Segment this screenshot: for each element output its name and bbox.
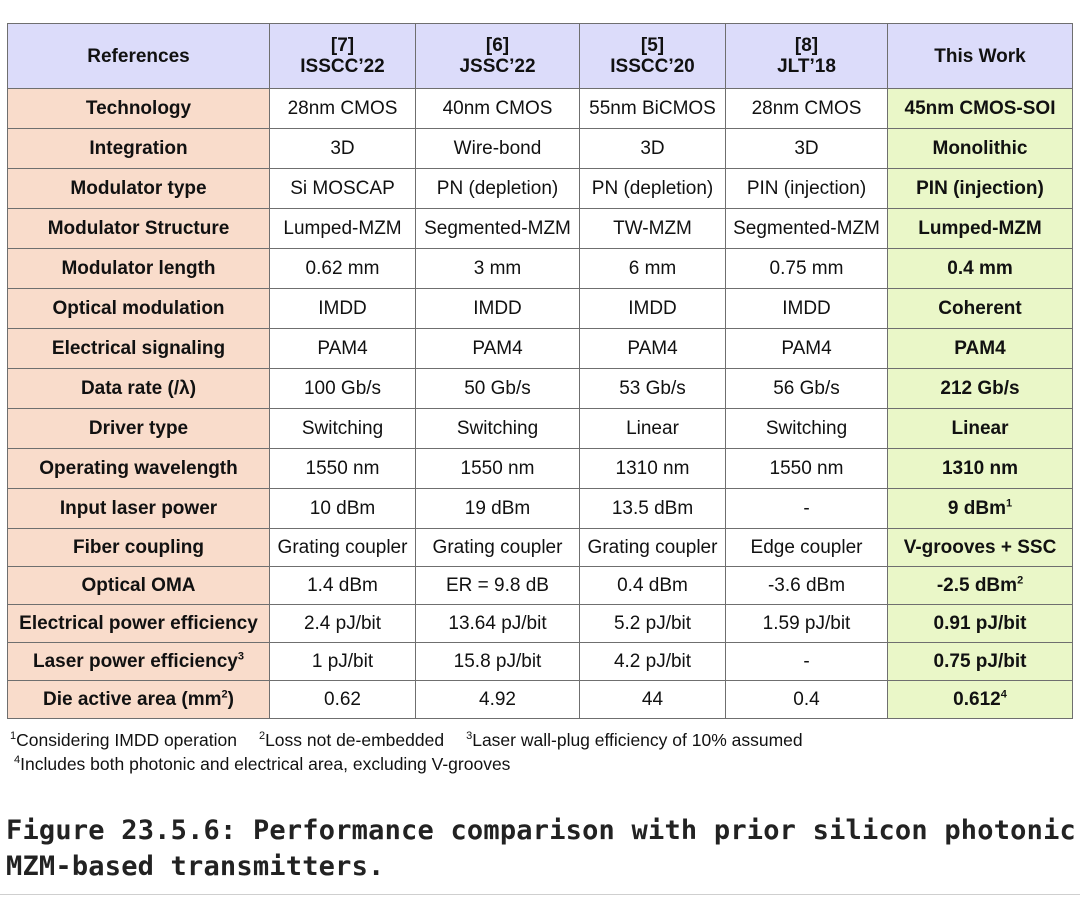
table-cell: 44 — [580, 681, 726, 719]
row-label-text: Operating wavelength — [39, 458, 238, 479]
table-cell: 2.4 pJ/bit — [270, 605, 416, 643]
row-label — [8, 489, 270, 529]
table-cell: 0.75 mm — [726, 249, 888, 289]
table-cell: 1.59 pJ/bit — [726, 605, 888, 643]
table-cell: 15.8 pJ/bit — [416, 643, 580, 681]
row-label-suffix: ) — [227, 689, 234, 710]
table-cell: Segmented-MZM — [416, 209, 580, 249]
table-cell: 53 Gb/s — [580, 369, 726, 409]
table-cell: 3D — [270, 129, 416, 169]
table-cell: Si MOSCAP — [270, 169, 416, 209]
row-label-sup: 2 — [221, 688, 228, 701]
row-label — [8, 129, 270, 169]
footnote-text: Considering IMDD operation — [16, 730, 237, 750]
table-cell: PAM4 — [580, 329, 726, 369]
this-work-cell — [888, 329, 1073, 369]
table-cell: ER = 9.8 dB — [416, 567, 580, 605]
this-work-cell — [888, 289, 1073, 329]
table-cell: 55nm BiCMOS — [580, 89, 726, 129]
table-cell: 1550 nm — [270, 449, 416, 489]
table-cell: Grating coupler — [270, 529, 416, 567]
this-work-cell — [888, 567, 1073, 605]
row-label — [8, 643, 270, 681]
table-row — [8, 169, 1073, 209]
table-cell: Edge coupler — [726, 529, 888, 567]
row-label — [8, 249, 270, 289]
row-label — [8, 329, 270, 369]
table-cell: PN (depletion) — [416, 169, 580, 209]
table-cell: 13.64 pJ/bit — [416, 605, 580, 643]
table-cell: 28nm CMOS — [726, 89, 888, 129]
this-work-cell — [888, 643, 1073, 681]
table-row — [8, 489, 1073, 529]
header-ref: [7] — [330, 35, 355, 56]
row-label — [8, 369, 270, 409]
this-work-value: 212 Gb/s — [940, 378, 1020, 399]
comparison-table — [7, 23, 1073, 719]
this-work-cell — [888, 489, 1073, 529]
table-cell: 1550 nm — [726, 449, 888, 489]
row-label-text: Integration — [89, 138, 188, 159]
this-work-cell — [888, 89, 1073, 129]
this-work-value: 9 dBm — [947, 498, 1006, 519]
table-cell: 1550 nm — [416, 449, 580, 489]
table-row — [8, 605, 1073, 643]
footnote-text: Loss not de-embedded — [265, 730, 445, 750]
table-cell: 3 mm — [416, 249, 580, 289]
table-cell: 28nm CMOS — [270, 89, 416, 129]
this-work-value: 1310 nm — [941, 458, 1019, 479]
header-ref-8 — [726, 24, 888, 89]
table-row — [8, 249, 1073, 289]
this-work-value: 0.4 mm — [947, 258, 1013, 279]
table-cell: Lumped-MZM — [270, 209, 416, 249]
this-work-cell — [888, 209, 1073, 249]
row-label-text: Technology — [85, 98, 192, 119]
header-references — [8, 24, 270, 89]
this-work-cell — [888, 249, 1073, 289]
table-cell: PAM4 — [270, 329, 416, 369]
figure-caption: Figure 23.5.6: Performance comparison with prior silicon photonic MZM-based transmitters. — [6, 815, 1076, 882]
this-work-value: -2.5 dBm — [936, 575, 1018, 596]
header-ref-7 — [270, 24, 416, 89]
table-cell: - — [726, 489, 888, 529]
table-cell: PAM4 — [416, 329, 580, 369]
this-work-value: 0.612 — [953, 689, 1001, 710]
table-cell: PN (depletion) — [580, 169, 726, 209]
table-body — [8, 89, 1073, 719]
row-label-text: Input laser power — [59, 498, 218, 519]
header-venue: JSSC’22 — [459, 56, 536, 77]
table-cell: Linear — [580, 409, 726, 449]
table-cell: Switching — [416, 409, 580, 449]
table-cell: 4.2 pJ/bit — [580, 643, 726, 681]
header-ref: [8] — [794, 35, 819, 56]
table-cell: 10 dBm — [270, 489, 416, 529]
this-work-sup: 1 — [1005, 497, 1013, 510]
row-label-text: Modulator type — [70, 178, 207, 199]
table-cell: Grating coupler — [416, 529, 580, 567]
this-work-cell — [888, 529, 1073, 567]
this-work-cell — [888, 169, 1073, 209]
row-label — [8, 289, 270, 329]
header-this-work — [888, 24, 1073, 89]
table-cell: Segmented-MZM — [726, 209, 888, 249]
this-work-value: V-grooves + SSC — [903, 537, 1057, 558]
table-cell: 19 dBm — [416, 489, 580, 529]
row-label — [8, 209, 270, 249]
table-cell: 0.62 — [270, 681, 416, 719]
table-row — [8, 289, 1073, 329]
row-label — [8, 567, 270, 605]
footnote-text: Includes both photonic and electrical area, excluding V-grooves — [20, 754, 511, 774]
header-venue: ISSCC’22 — [300, 56, 385, 77]
table-row — [8, 409, 1073, 449]
this-work-cell — [888, 449, 1073, 489]
table-row — [8, 449, 1073, 489]
header-label: This Work — [934, 45, 1026, 67]
header-venue: JLT’18 — [777, 56, 836, 77]
this-work-value: 0.91 pJ/bit — [933, 613, 1027, 634]
row-label-sup: 3 — [237, 650, 244, 663]
table-cell: 0.62 mm — [270, 249, 416, 289]
this-work-value: PIN (injection) — [916, 178, 1044, 199]
footnote-line-1 — [10, 728, 803, 752]
row-label — [8, 89, 270, 129]
this-work-cell — [888, 369, 1073, 409]
table-cell: IMDD — [270, 289, 416, 329]
header-ref: [5] — [640, 35, 665, 56]
footnote-line-2 — [10, 752, 803, 776]
table-row — [8, 529, 1073, 567]
footnotes — [10, 728, 803, 776]
footnote-text: Laser wall-plug efficiency of 10% assumed — [472, 730, 803, 750]
header-ref-6 — [416, 24, 580, 89]
table-row — [8, 329, 1073, 369]
row-label-text: Modulator length — [61, 258, 216, 279]
row-label-text: Driver type — [88, 418, 189, 439]
this-work-value: PAM4 — [954, 338, 1006, 359]
table-cell: Wire-bond — [416, 129, 580, 169]
table-cell: 3D — [580, 129, 726, 169]
table-row — [8, 681, 1073, 719]
row-label-text: Data rate (/λ) — [80, 378, 197, 399]
row-label-text: Modulator Structure — [47, 218, 230, 239]
table-cell: 50 Gb/s — [416, 369, 580, 409]
this-work-value: 45nm CMOS-SOI — [904, 98, 1056, 119]
row-label-text: Fiber coupling — [73, 537, 204, 558]
row-label-text: Electrical power efficiency — [19, 613, 258, 634]
this-work-sup: 2 — [1017, 574, 1024, 587]
header-row — [8, 24, 1073, 89]
table-cell: 40nm CMOS — [416, 89, 580, 129]
table-row — [8, 89, 1073, 129]
table-row — [8, 369, 1073, 409]
row-label — [8, 409, 270, 449]
header-ref-5 — [580, 24, 726, 89]
row-label — [8, 529, 270, 567]
this-work-value: Linear — [951, 418, 1009, 439]
table-cell: Switching — [270, 409, 416, 449]
table-cell: 0.4 — [726, 681, 888, 719]
table-cell: 5.2 pJ/bit — [580, 605, 726, 643]
table-cell: 4.92 — [416, 681, 580, 719]
footnote-marker: 1 — [10, 730, 17, 743]
table-cell: Switching — [726, 409, 888, 449]
this-work-cell — [888, 605, 1073, 643]
header-venue: ISSCC’20 — [610, 56, 695, 77]
table-cell: 1.4 dBm — [270, 567, 416, 605]
row-label — [8, 169, 270, 209]
table-cell: - — [726, 643, 888, 681]
this-work-cell — [888, 129, 1073, 169]
this-work-value: Monolithic — [932, 138, 1028, 159]
this-work-cell — [888, 681, 1073, 719]
table-cell: 13.5 dBm — [580, 489, 726, 529]
row-label-text: Optical OMA — [81, 575, 196, 596]
footnote-marker: 3 — [466, 730, 473, 743]
table-cell: 56 Gb/s — [726, 369, 888, 409]
row-label — [8, 681, 270, 719]
table-row — [8, 129, 1073, 169]
table-cell: PIN (injection) — [726, 169, 888, 209]
this-work-sup: 4 — [1000, 688, 1007, 701]
divider — [0, 894, 1080, 895]
table-cell: 6 mm — [580, 249, 726, 289]
table-cell: 1310 nm — [580, 449, 726, 489]
header-label: References — [87, 45, 190, 67]
row-label-text: Die active area (mm — [43, 689, 222, 710]
row-label-text: Laser power efficiency — [33, 651, 238, 672]
table-cell: 0.4 dBm — [580, 567, 726, 605]
table-row — [8, 567, 1073, 605]
table-cell: IMDD — [416, 289, 580, 329]
footnote-marker: 4 — [14, 754, 21, 767]
row-label — [8, 605, 270, 643]
table-row — [8, 209, 1073, 249]
this-work-value: Lumped-MZM — [918, 218, 1042, 239]
table-cell: PAM4 — [726, 329, 888, 369]
row-label — [8, 449, 270, 489]
row-label-text: Optical modulation — [52, 298, 225, 319]
header-ref: [6] — [485, 35, 510, 56]
footnote-marker: 2 — [258, 730, 266, 743]
this-work-cell — [888, 409, 1073, 449]
table-cell: -3.6 dBm — [726, 567, 888, 605]
table-cell: 3D — [726, 129, 888, 169]
table-cell: IMDD — [726, 289, 888, 329]
row-label-text: Electrical signaling — [51, 338, 226, 359]
table-cell: Grating coupler — [580, 529, 726, 567]
this-work-value: Coherent — [938, 298, 1022, 319]
table-cell: 1 pJ/bit — [270, 643, 416, 681]
table-cell: TW-MZM — [580, 209, 726, 249]
table-cell: 100 Gb/s — [270, 369, 416, 409]
table-row — [8, 643, 1073, 681]
this-work-value: 0.75 pJ/bit — [933, 651, 1027, 672]
table-cell: IMDD — [580, 289, 726, 329]
